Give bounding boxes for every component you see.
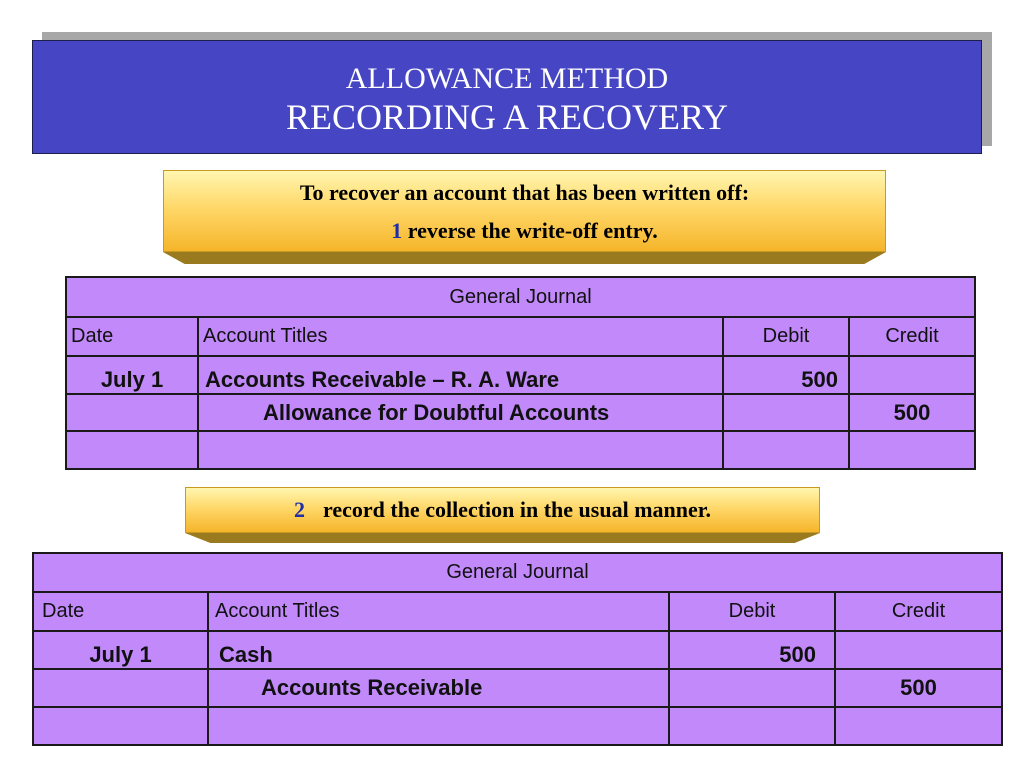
entry-debit: [669, 707, 835, 745]
entry-account: [208, 707, 669, 745]
journal-title: General Journal: [33, 553, 1002, 592]
table-row: [66, 394, 975, 431]
entry-date: [66, 394, 198, 431]
entry-date: [33, 669, 208, 707]
entry-account: [198, 431, 723, 469]
table-row: [33, 707, 1002, 745]
column-header-debit: Debit: [723, 317, 849, 356]
entry-debit: 500: [669, 631, 835, 669]
journal-title-row: [66, 277, 975, 317]
callout-intro-text: To recover an account that has been written off:: [299, 180, 750, 205]
entry-date: [33, 707, 208, 745]
title-line-1: ALLOWANCE METHOD: [345, 62, 669, 95]
table-row: [66, 431, 975, 469]
entry-account: Allowance for Doubtful Accounts: [198, 394, 723, 431]
column-header-debit: Debit: [669, 592, 835, 631]
column-header-account-titles: Account Titles: [198, 317, 723, 356]
entry-debit: [669, 669, 835, 707]
step-number-1: 1: [391, 218, 403, 243]
entry-debit: 500: [723, 356, 849, 394]
entry-date: July 1: [66, 356, 198, 394]
column-header-date: Date: [33, 592, 208, 631]
callout-step-2-text: [185, 497, 820, 523]
journal-title: General Journal: [66, 277, 975, 317]
journal-header-row: [33, 592, 1002, 631]
column-header-date: Date: [66, 317, 198, 356]
entry-debit: [723, 431, 849, 469]
entry-debit: [723, 394, 849, 431]
callout-step-1-text: [163, 218, 886, 244]
journal-header-row: [66, 317, 975, 356]
entry-account: Accounts Receivable – R. A. Ware: [198, 356, 723, 394]
entry-date: [66, 431, 198, 469]
step-number-2: 2: [293, 497, 305, 522]
entry-credit: 500: [849, 394, 975, 431]
column-header-credit: Credit: [849, 317, 975, 356]
entry-account: Cash: [208, 631, 669, 669]
callout-bevel: [185, 533, 820, 543]
entry-credit: [849, 431, 975, 469]
general-journal-table-1: [65, 276, 976, 470]
column-header-account-titles: Account Titles: [208, 592, 669, 631]
entry-account: Accounts Receivable: [208, 669, 669, 707]
column-header-credit: Credit: [835, 592, 1002, 631]
table-row: [33, 669, 1002, 707]
step-1-label: reverse the write-off entry.: [402, 218, 658, 243]
entry-credit: [849, 356, 975, 394]
callout-step-1: [163, 170, 886, 264]
table-row: [66, 356, 975, 394]
table-row: [33, 631, 1002, 669]
entry-credit: [835, 631, 1002, 669]
entry-credit: 500: [835, 669, 1002, 707]
entry-date: July 1: [33, 631, 208, 669]
title-line-2: RECORDING A RECOVERY: [285, 97, 729, 137]
title-banner: [32, 40, 982, 154]
general-journal-table-2: [32, 552, 1003, 746]
callout-step-2: [185, 487, 820, 543]
step-2-label: record the collection in the usual manner.: [322, 497, 712, 522]
callout-bevel: [163, 252, 886, 264]
journal-title-row: [33, 553, 1002, 592]
entry-credit: [835, 707, 1002, 745]
